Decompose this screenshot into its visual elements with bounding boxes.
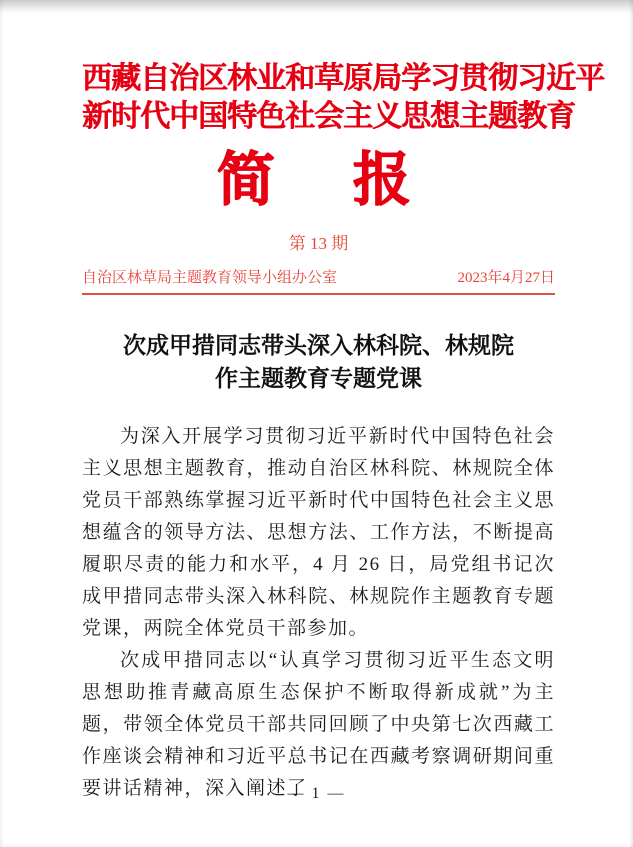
bulletin-title: 简 报 <box>216 147 421 212</box>
masthead-meta-row <box>82 269 555 293</box>
bulletin-masthead <box>82 0 604 295</box>
article <box>82 329 555 805</box>
masthead-title-line2: 新时代中国特色社会主义思想主题教育 <box>82 100 575 133</box>
masthead-title <box>82 0 604 136</box>
article-title <box>82 329 555 395</box>
article-paragraph: 为深入开展学习贯彻习近平新时代中国特色社会主义思想主题教育，推动自治区林科院、林规院全体党员干部熟练掌握习近平新时代中国特色社会主义思想蕴含的领导方法、思想方法、工作方法，不断提高履职尽责的能力和水平，4 月 26 日，局党组书记次成甲措同志带头深入林科院、林规院作主题教育专题党课，两院全体党员干部参加。 <box>82 426 555 639</box>
article-title-line2: 作主题教育专题党课 <box>215 366 422 391</box>
article-title-line1: 次成甲措同志带头深入林科院、林规院 <box>123 333 514 358</box>
issue-date: 2023年4月27日 <box>457 270 555 286</box>
red-divider <box>82 293 555 295</box>
page-number: — 1 — <box>287 785 346 802</box>
article-paragraph: 次成甲措同志以“认真学习贯彻习近平生态文明思想助推青藏高原生态保护不断取得新成就”为主题，带领全体党员干部共同回顾了中央第七次西藏工作座谈会精神和习近平总书记在西藏考察调研期间重要讲话精神，深入阐述了 <box>82 650 555 799</box>
masthead-title-line1: 西藏自治区林业和草原局学习贯彻习近平 <box>82 62 604 95</box>
issuing-office: 自治区林草局主题教育领导小组办公室 <box>82 270 338 286</box>
issue-number: 第 13 期 <box>288 234 349 253</box>
